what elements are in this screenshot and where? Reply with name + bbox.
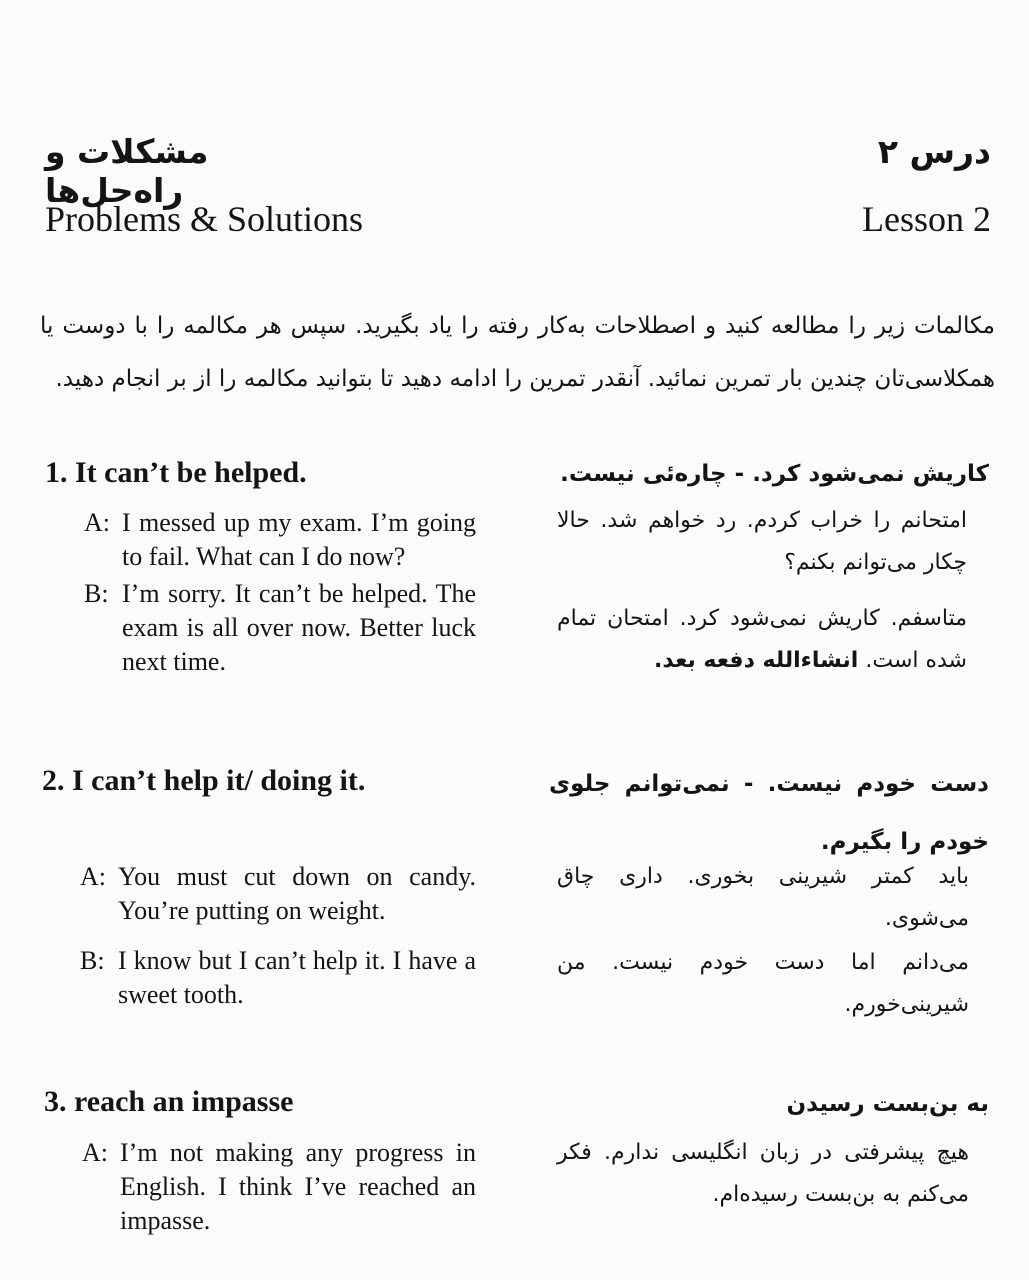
speaker-a-label: A: bbox=[84, 508, 110, 537]
line-b-text: I’m sorry. It can’t be helped. The exam is all over now. Better luck next time. bbox=[122, 579, 476, 676]
section-2-title-en: 2. I can’t help it/ doing it. bbox=[42, 764, 366, 797]
line-a-text: I messed up my exam. I’m going to fail. What can I do now? bbox=[122, 508, 476, 571]
dialogue-line-b bbox=[84, 577, 476, 679]
section-3-title-en: 3. reach an impasse bbox=[44, 1085, 294, 1118]
dialogue-line-a bbox=[80, 860, 476, 928]
section-2-title-fa: دست خودم نیست. - نمی‌توانم جلوی خودم را بگیرم. bbox=[549, 771, 989, 855]
line-b-fa-bold: انشاءالله دفعه بعد. bbox=[654, 648, 859, 673]
section-1-title-en: 1. It can’t be helped. bbox=[45, 456, 307, 489]
line-a-text: You must cut down on candy. You’re putting on weight. bbox=[118, 862, 476, 925]
line-b-text: I know but I can’t help it. I have a sweet tooth. bbox=[118, 946, 476, 1009]
speaker-b-label: B: bbox=[80, 946, 105, 975]
line-b-fa-text: متاسفم. کاریش نمی‌شود کرد. امتحان تمام شده است. bbox=[557, 606, 967, 673]
speaker-a-label: A: bbox=[80, 862, 106, 891]
speaker-b-label: B: bbox=[84, 579, 109, 608]
dialogue-line-b bbox=[80, 944, 476, 1012]
dialogue-line-a bbox=[84, 506, 476, 574]
section-1-line-a-fa: امتحانم را خراب کردم. رد خواهم شد. حالا چکار می‌توانم بکنم؟ bbox=[557, 508, 967, 575]
section-2-dialogue-en bbox=[80, 860, 476, 1012]
dialogue-line-a bbox=[82, 1136, 476, 1238]
section-3-title-fa: به بن‌بست رسیدن bbox=[786, 1091, 989, 1117]
section-1-line-b-fa bbox=[557, 598, 967, 682]
section-2-line-a-fa: باید کمتر شیرینی بخوری. داری چاق می‌شوی. bbox=[557, 864, 969, 931]
line-a-text: I’m not making any progress in English. I think I’ve reached an impasse. bbox=[120, 1138, 476, 1235]
section-1-title-fa: کاریش نمی‌شود کرد. - چاره‌ئی نیست. bbox=[560, 461, 989, 487]
lesson-number-fa: درس ۲ bbox=[877, 132, 991, 171]
section-2-line-b-fa: می‌دانم اما دست خودم نیست. من شیرینی‌خورم. bbox=[557, 950, 969, 1017]
lesson-title-fa: مشکلات و راه‌حل‌ها bbox=[45, 132, 209, 210]
speaker-a-label: A: bbox=[82, 1138, 108, 1167]
lesson-title-en: Problems & Solutions bbox=[45, 199, 364, 239]
section-1-dialogue-en bbox=[84, 506, 476, 679]
section-3-line-a-fa: هیچ پیشرفتی در زبان انگلیسی ندارم. فکر می‌کنم به بن‌بست رسیده‌ام. bbox=[557, 1140, 969, 1207]
section-3-dialogue-en bbox=[82, 1136, 476, 1238]
intro-paragraph: مکالمات زیر را مطالعه کنید و اصطلاحات به‌کار رفته را یاد بگیرید. سپس هر مکالمه را با دوست یا همکلاسی‌تان چندین بار تمرین نمائید. آنقدر تمرین را ادامه دهید تا بتوانید مکالمه را از بر انجام دهید. bbox=[40, 313, 995, 392]
lesson-number-en: Lesson 2 bbox=[862, 199, 991, 239]
